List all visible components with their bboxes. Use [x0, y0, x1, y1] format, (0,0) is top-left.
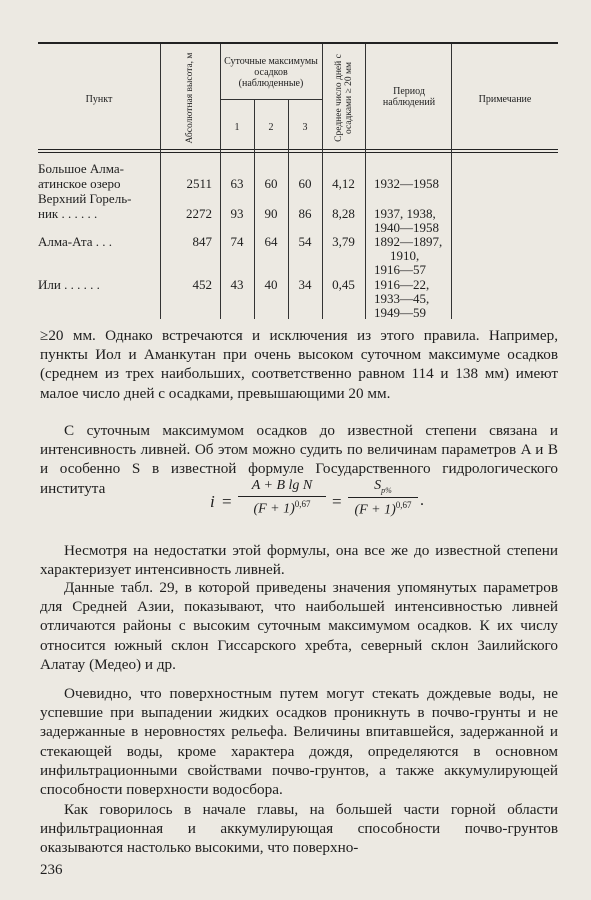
header-note: Примечание	[478, 94, 532, 105]
ggi-formula	[210, 478, 430, 528]
formula-period: .	[420, 492, 424, 509]
days-value: 8,28	[332, 206, 355, 221]
formula-numerator-2: S	[374, 478, 382, 493]
paragraph: ≥20 мм. Однако встречаются и исключения из этого правила. Например, пункты Иол и Аманкутан при очень высоком суточном максимуме осадков (среднем из трех наибольших, соответственно равном 114 и 138 мм) имеют малое число дней с осадками, превышающими 20 мм.	[40, 327, 558, 402]
days-value: 0,45	[332, 277, 355, 292]
altitude-value: 2511	[186, 176, 212, 191]
formula-fraction-2	[348, 478, 418, 518]
paragraph: Данные табл. 29, в которой приведены значения упомянутых параметров для Средней Азии, показывают, что наибольшей интенсивностью ливней отличаются районы с высоким суточным максимумом осадков. К их числу относится южный склон Гиссарского хребта, северный склон Заилийского Алатау (Медео) и др.	[40, 579, 558, 673]
header-altitude: Абсолютная высота, м	[185, 52, 195, 144]
formula-denominator-1: (F + 1)	[253, 501, 295, 517]
station-name: Или . . . . . .	[38, 277, 100, 292]
days-value: 3,79	[332, 234, 355, 249]
paragraph: Как говорилось в начале главы, на большей части горной области инфильтрационная и аккумулирующая способности почво-грунтов оказываются настолько высокими, что поверхно-	[40, 801, 558, 857]
station-name: Верхний Горель-	[38, 191, 132, 206]
max2-value: 90	[264, 206, 278, 221]
max3-value: 60	[298, 176, 312, 191]
max1-value: 93	[230, 206, 244, 221]
paragraph: Несмотря на недостатки этой формулы, она все же до известной степени характеризует интенсивность ливней.	[40, 542, 558, 579]
max1-value: 43	[230, 277, 244, 292]
header-max-3: 3	[302, 122, 308, 133]
table-top-rule	[38, 42, 558, 44]
altitude-value: 847	[192, 234, 212, 249]
formula-eq: =	[222, 492, 232, 511]
formula-lhs: i	[210, 492, 215, 511]
period-value: 1940—1958	[374, 220, 439, 235]
max1-value: 63	[230, 176, 244, 191]
formula-fraction-1	[238, 478, 326, 518]
formula-denominator-2: (F + 1)	[354, 502, 396, 518]
header-max-2: 2	[268, 122, 274, 133]
paragraph: Очевидно, что поверхностным путем могут стекать дождевые воды, не успевшие при выпадении жидких осадков проникнуть в почво-грунты и не задержанные в неровностях рельефа. Величины впитавшейся, задержанной и стекающей воды, кроме характера дождя, определяются в основном инфильтрационными свойствами почво-грунтов, а также аккумулирующей способности поверхности водосбора.	[40, 685, 558, 799]
header-max-1: 1	[234, 122, 240, 133]
header-days: Среднее число дней с осадками ≥ 20 мм	[334, 54, 354, 142]
formula-exponent: 0,67	[294, 499, 311, 509]
station-name: ник . . . . . .	[38, 206, 98, 221]
station-name: Большое Алма-	[38, 161, 125, 176]
max1-value: 74	[230, 234, 244, 249]
header-period: Период наблюдений	[382, 86, 436, 108]
days-value: 4,12	[332, 176, 355, 191]
period-value: 1892—1897,	[374, 234, 443, 249]
period-value: 1910,	[390, 248, 420, 263]
header-station: Пункт	[85, 94, 113, 105]
formula-eq: =	[332, 492, 342, 511]
period-value: 1932—1958	[374, 176, 439, 191]
header-bottom-rule-2	[38, 152, 558, 153]
period-value: 1916—57	[374, 262, 426, 277]
formula-subscript: p%	[381, 485, 392, 495]
max2-value: 64	[264, 234, 278, 249]
maxima-group-rule	[220, 99, 322, 100]
header-bottom-rule	[38, 149, 558, 150]
max2-value: 60	[264, 176, 278, 191]
header-maxima-group: Суточные максимумы осадков (наблюденные)	[224, 56, 318, 89]
precipitation-table	[38, 42, 558, 322]
col-divider	[451, 44, 452, 319]
max3-value: 54	[298, 234, 312, 249]
period-value: 1933—45,	[374, 291, 430, 306]
page-number: 236	[40, 862, 63, 878]
period-value: 1949—59	[374, 305, 426, 320]
altitude-value: 2272	[186, 206, 212, 221]
formula-exponent: 0,67	[395, 499, 412, 510]
station-name: Алма-Ата . . .	[38, 234, 112, 249]
period-value: 1916—22,	[374, 277, 430, 292]
station-name: атинское озеро	[38, 176, 121, 191]
formula-numerator-1: A + B lg N	[251, 478, 313, 493]
max3-value: 34	[298, 277, 312, 292]
col-divider	[365, 44, 366, 319]
max2-value: 40	[264, 277, 278, 292]
altitude-value: 452	[192, 277, 212, 292]
period-value: 1937, 1938,	[374, 206, 436, 221]
paragraph: С суточным максимумом осадков до известной степени связана и интенсивность ливней. Об этом можно судить по величинам параметров A и B и особенно S в известной формуле Государственного гидрологического института	[40, 422, 558, 497]
max3-value: 86	[298, 206, 312, 221]
